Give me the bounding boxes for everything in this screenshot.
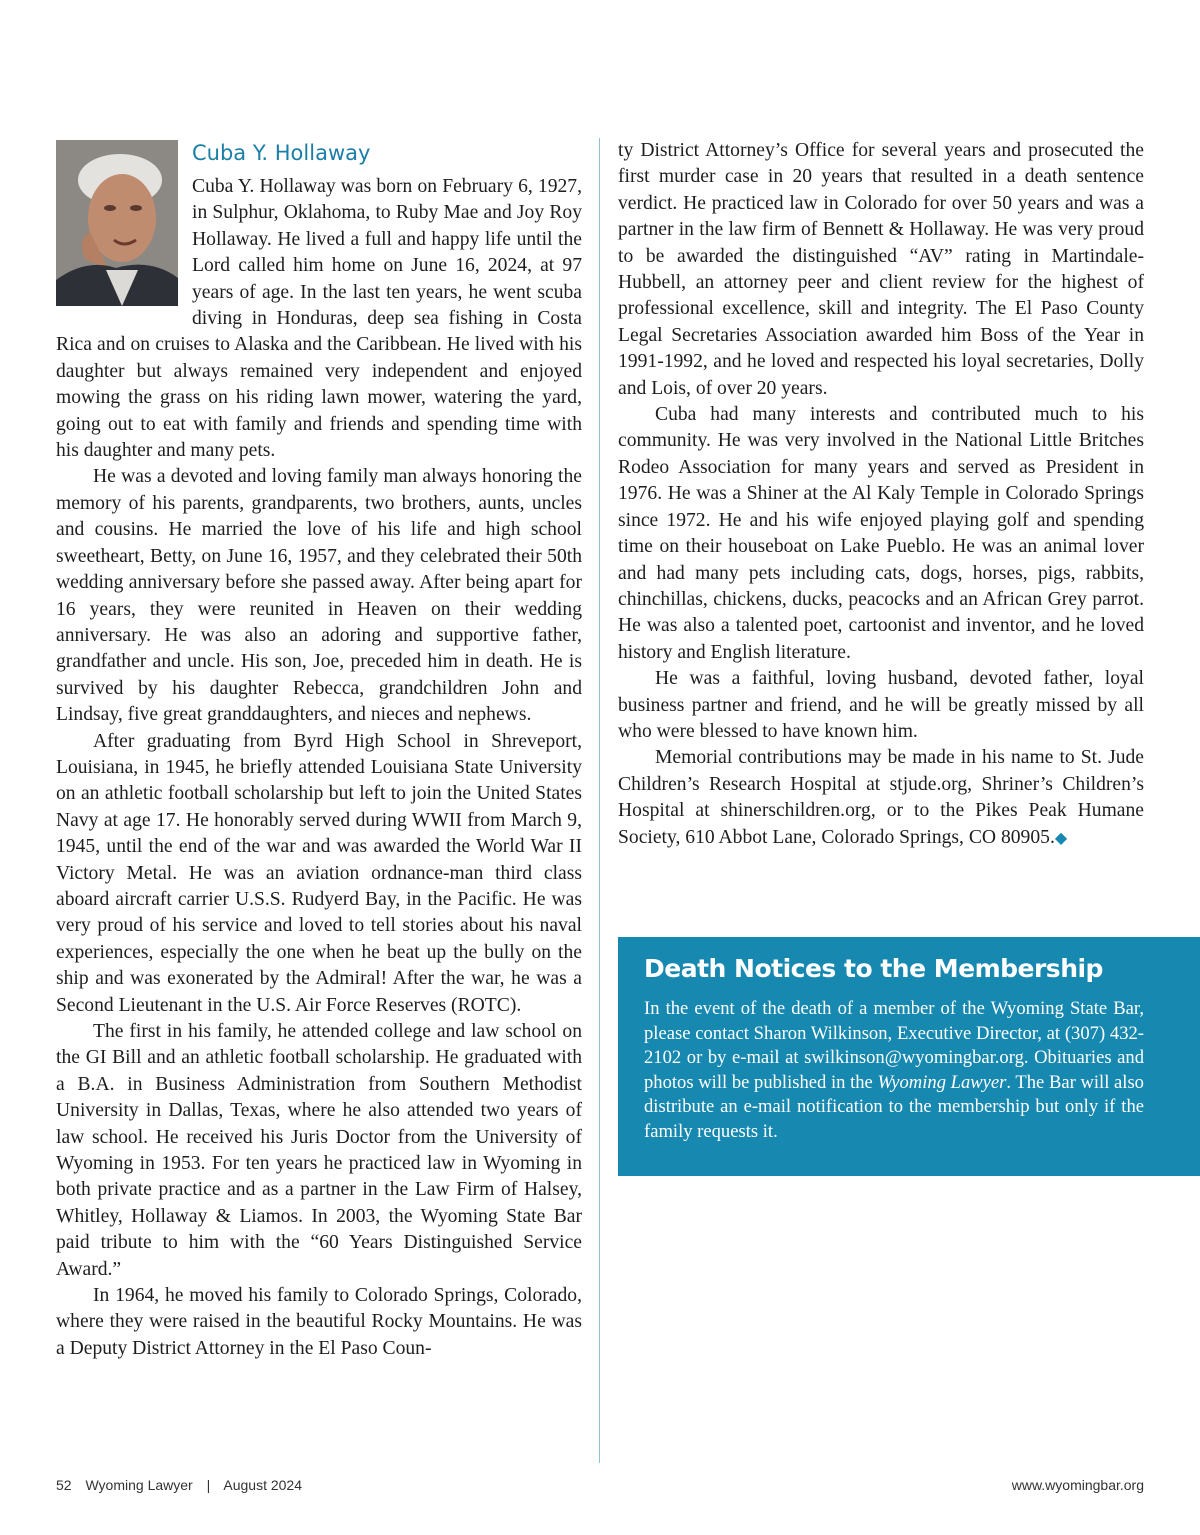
paragraph: After graduating from Byrd High School in Shreveport, Louisiana, in 1945, he briefly attended Louisiana State University on an athletic football scholarship but left to join the United States Navy at age 17. He honorably served during WWII from March 9, 1945, until the end of the war and was awarded the World War II Victory Metal. He was an aviation ordnance-man third class aboard aircraft carrier U.S.S. Rudyerd Bay, in the Pacific. He was very proud of his service and loved to tell stories about his naval experiences, especially the one when he beat up the bully on the ship and was exonerated by the Admiral! After the war, he was a Second Lieutenant in the U.S. Air Force Reserves (ROTC). <box>56 730 582 1016</box>
paragraph: He was a devoted and loving family man always honoring the memory of his parents, grandparents, two brothers, aunts, uncles and cousins. He married the love of his life and high school sweetheart, Betty, on June 16, 1957, and they celebrated their 50th wedding anniversary before she passed away. After being apart for 16 years, they were reunited in Heaven on their wedding anniversary. He was also an adoring and supportive father, grandfather and uncle. His son, Joe, preceded him in death. He is survived by his daughter Rebecca, grandchildren John and Lindsay, five great granddaughters, and nieces and nephews. <box>56 466 582 726</box>
publication-name: Wyoming Lawyer <box>85 1477 193 1493</box>
end-mark-icon: ◆ <box>1054 829 1068 847</box>
paragraph: The first in his family, he attended college and law school on the GI Bill and an athletic football scholarship. He graduated with a B.A. in Business Administration from Southern Methodist University in Dallas, Texas, where he also attended two years of law school. He received his Juris Doctor from the University of Wyoming in 1953. For ten years he practiced law in Wyoming in both private practice and as a partner in the Law Firm of Halsey, Whitley, Hollaway & Liamos. In 2003, the Wyoming State Bar paid tribute to him with the “60 Years Distinguished Service Award.” <box>56 1021 582 1280</box>
notice-title: Death Notices to the Membership <box>644 954 1103 983</box>
column-divider <box>599 138 600 1463</box>
paragraph: Cuba had many interests and contributed much to his community. He was very involved in the National Little Britches Rodeo Association for many years and served as President in 1976. He was a Shiner at the Al Kaly Temple in Colorado Springs since 1972. He and his wife enjoyed playing golf and spending time on their houseboat on Lake Pueblo. He was an animal lover and had many pets including cats, dogs, horses, pigs, rabbits, chinchillas, chickens, ducks, peacocks and an African Grey parrot. He was also a talented poet, cartoonist and inventor, and he loved history and English literature. <box>618 404 1144 663</box>
notice-text-start: In the event of the death of a member of the Wyoming State Bar, please contact Sharon Wilkinson, Executive Director, at (307) 432-2102 or by e-mail at swilkinson@wyomingbar.org. Obituaries and photos will be published in the <box>644 998 1144 1093</box>
paragraph: In 1964, he moved his family to Colorado Springs, Colorado, where they were raised in the beautiful Rocky Mountains. He was a Deputy District Attorney in the El Paso Coun- <box>56 1285 582 1359</box>
paragraph-memorial <box>618 745 1144 852</box>
portrait-illustration <box>56 140 178 306</box>
issue-date: August 2024 <box>223 1477 302 1493</box>
death-notices-box <box>618 937 1200 1176</box>
paragraph: He was a faithful, loving husband, devoted father, loyal business partner and friend, and he will be greatly missed by all who were blessed to have known him. <box>618 668 1144 742</box>
paragraph: ty District Attorney’s Office for several years and prosecuted the first murder case in 20 years that resulted in a death sentence verdict. He practiced law in Colorado for over 50 years and was a partner in the law firm of Bennett & Hollaway. He was very proud to be awarded the distinguished “AV” rating in Martindale-Hubbell, an attorney peer and client review for the highest of professional excellence, skill and integrity. The El Paso County Legal Secretaries Association awarded him Boss of the Year in 1991-1992, and he loved and respected his loyal secretaries, Dolly and Lois, of over 20 years. <box>618 140 1144 399</box>
notice-text-end: . The Bar will also distribute an e-mail notification to the membership but only if the family requests it. <box>644 1071 1144 1142</box>
portrait-photo <box>56 140 178 306</box>
left-column <box>56 138 582 1362</box>
page-number: 52 <box>56 1477 72 1493</box>
paragraph-text: Memorial contributions may be made in his name to St. Jude Children’s Research Hospital at stjude.org, Shriner’s Children’s Hospital at shinerschildren.org, or to the Pikes Peak Humane Society, 610 Abbot Lane, Colorado Springs, CO 80905. <box>618 747 1144 848</box>
right-column <box>618 138 1144 852</box>
obituary-name: Cuba Y. Hollaway <box>192 141 371 165</box>
notice-text <box>644 997 1144 1145</box>
footer-left <box>56 1477 312 1493</box>
footer-separator: | <box>206 1477 211 1493</box>
publication-title: Wyoming Lawyer <box>877 1071 1007 1093</box>
paragraph: Cuba Y. Hollaway was born on February 6, 1927, in Sulphur, Oklahoma, to Ruby Mae and Joy Roy Hollaway. He lived a full and happy life until the Lord called him home on June 16, 2024, at 97 years of age. In the last ten years, he went scuba diving in Honduras, deep sea fishing in Costa Rica and on cruises to Alaska and the Caribbean. He lived with his daughter but always remained very independent and enjoyed mowing the grass on his riding lawn mower, watering the yard, going out to eat with family and friends and spending time with his daughter and many pets. <box>56 176 582 462</box>
footer-website: www.wyomingbar.org <box>1011 1477 1144 1493</box>
